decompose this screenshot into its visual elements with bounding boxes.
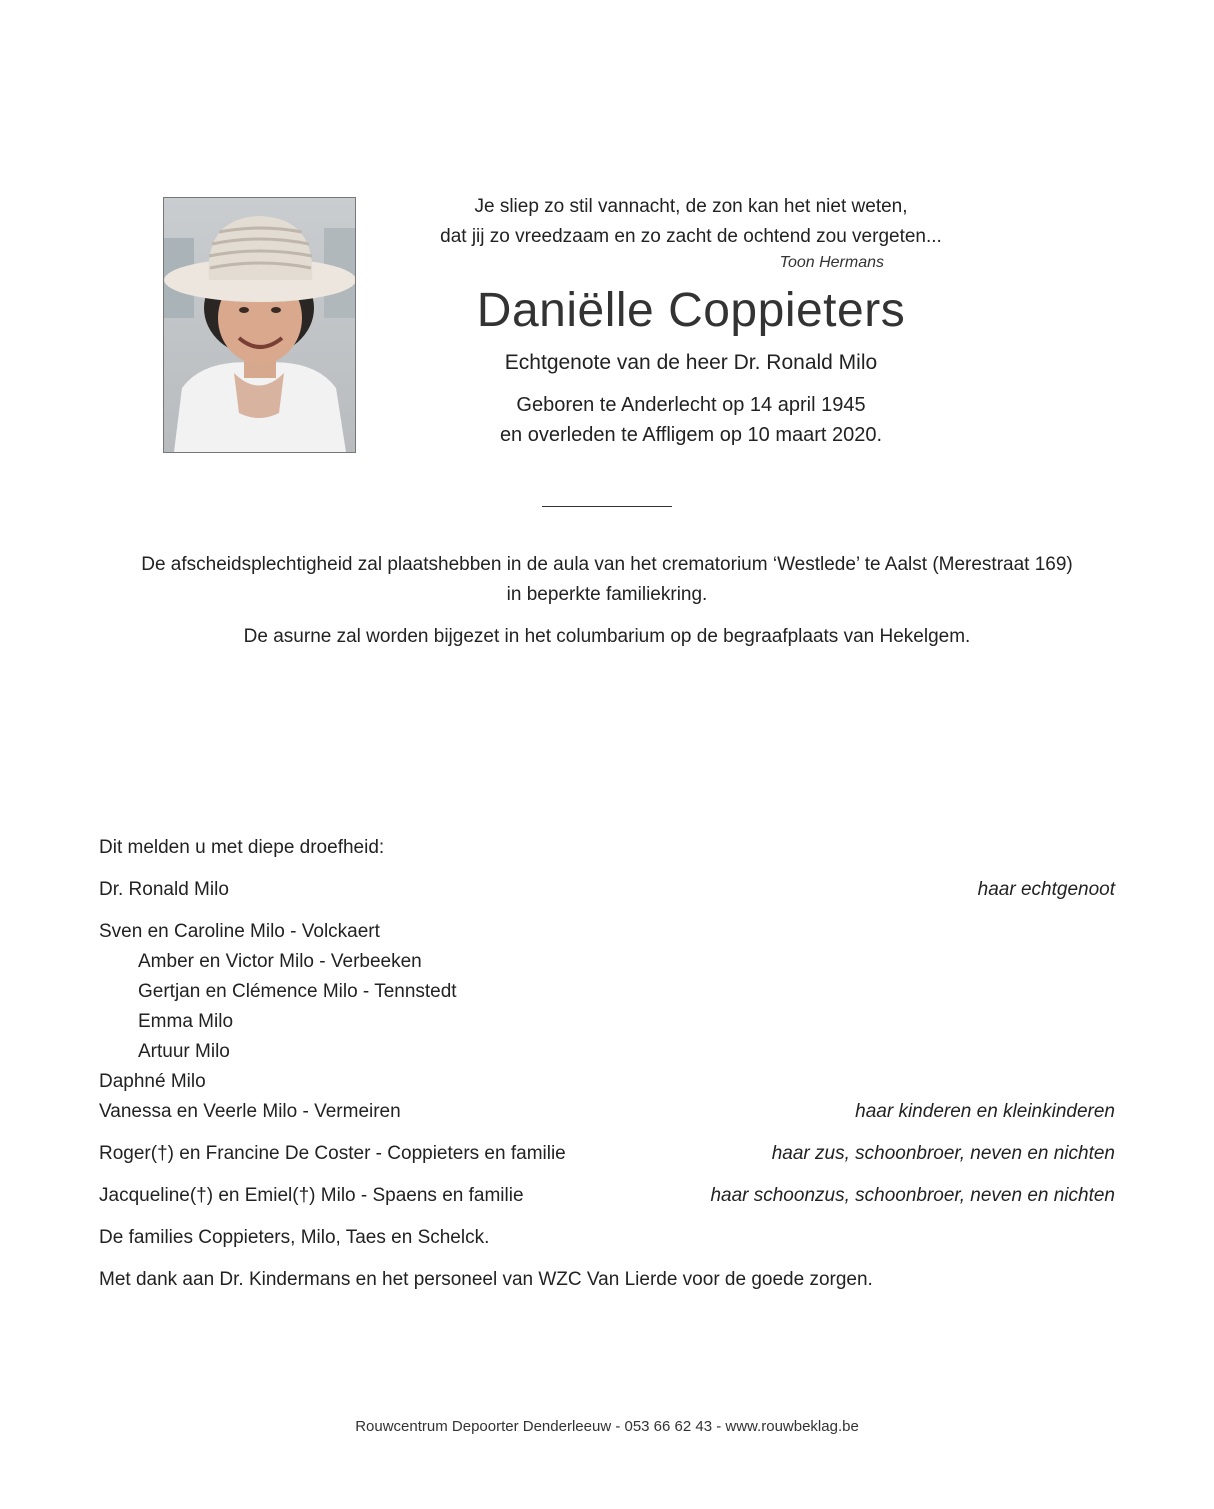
ceremony-line-1: De afscheidsplechtigheid zal plaatshebben in de aula van het crematorium ‘Westlede’ te Aalst (Merestraat 169) bbox=[141, 554, 1073, 575]
family-list bbox=[99, 833, 1115, 1295]
family-intro: Dit melden u met diepe droefheid: bbox=[99, 837, 385, 858]
inlaw-name: Jacqueline(†) en Emiel(†) Milo - Spaens en familie bbox=[99, 1185, 524, 1206]
footer-contact: Rouwcentrum Depoorter Denderleeuw - 053 66 62 43 - www.rouwbeklag.be bbox=[355, 1418, 859, 1435]
quote-line-2: dat jij zo vreedzaam en zo zacht de ochtend zou vergeten... bbox=[440, 226, 942, 247]
portrait-illustration bbox=[164, 198, 355, 452]
grandchild-row bbox=[99, 977, 1115, 1007]
child-row bbox=[99, 917, 1115, 947]
family-intro-row bbox=[99, 833, 1115, 863]
inlaw-row bbox=[99, 1181, 1115, 1211]
grandchild-name: Gertjan en Clémence Milo - Tennstedt bbox=[138, 981, 457, 1002]
thanks-text: Met dank aan Dr. Kindermans en het personeel van WZC Van Lierde voor de goede zorgen. bbox=[99, 1269, 873, 1290]
spouse-relation: haar echtgenoot bbox=[977, 879, 1115, 900]
portrait-photo bbox=[163, 197, 356, 453]
ceremony-line-2: in beperkte familiekring. bbox=[506, 584, 708, 605]
grandchild-name: Artuur Milo bbox=[138, 1041, 230, 1062]
child-name: Daphné Milo bbox=[99, 1071, 206, 1092]
sibling-row bbox=[99, 1139, 1115, 1169]
ceremony-line-3: De asurne zal worden bijgezet in het columbarium op de begraafplaats van Hekelgem. bbox=[243, 626, 971, 647]
ceremony-info bbox=[60, 550, 1154, 652]
child-name: Sven en Caroline Milo - Volckaert bbox=[99, 921, 380, 942]
grandchild-row bbox=[99, 1007, 1115, 1037]
child-row bbox=[99, 1067, 1115, 1097]
children-relation: haar kinderen en kleinkinderen bbox=[855, 1101, 1115, 1122]
spouse-line: Echtgenote van de heer Dr. Ronald Milo bbox=[504, 351, 878, 374]
spouse-name: Dr. Ronald Milo bbox=[99, 879, 229, 900]
spouse-row bbox=[99, 875, 1115, 905]
deceased-name: Daniëlle Coppieters bbox=[476, 284, 906, 337]
families-text: De families Coppieters, Milo, Taes en Schelck. bbox=[99, 1227, 490, 1248]
families-row bbox=[99, 1223, 1115, 1253]
divider-line bbox=[542, 506, 672, 507]
sibling-name: Roger(†) en Francine De Coster - Coppieters en familie bbox=[99, 1143, 566, 1164]
quote-author: Toon Hermans bbox=[779, 254, 884, 271]
grandchild-name: Amber en Victor Milo - Verbeeken bbox=[138, 951, 422, 972]
sibling-relation: haar zus, schoonbroer, neven en nichten bbox=[771, 1143, 1115, 1164]
grandchild-row bbox=[99, 947, 1115, 977]
child-name: Vanessa en Veerle Milo - Vermeiren bbox=[99, 1101, 401, 1122]
death-line: en overleden te Affligem op 10 maart 2020. bbox=[499, 424, 883, 446]
dates-block bbox=[400, 390, 982, 450]
thanks-row bbox=[99, 1265, 1115, 1295]
inlaw-relation: haar schoonzus, schoonbroer, neven en nichten bbox=[710, 1185, 1115, 1206]
child-row bbox=[99, 1097, 1115, 1127]
grandchild-name: Emma Milo bbox=[138, 1011, 234, 1032]
birth-line: Geboren te Anderlecht op 14 april 1945 bbox=[516, 394, 866, 416]
quote-line-1: Je sliep zo stil vannacht, de zon kan het niet weten, bbox=[474, 196, 908, 217]
header-block bbox=[400, 192, 982, 450]
grandchild-row bbox=[99, 1037, 1115, 1067]
